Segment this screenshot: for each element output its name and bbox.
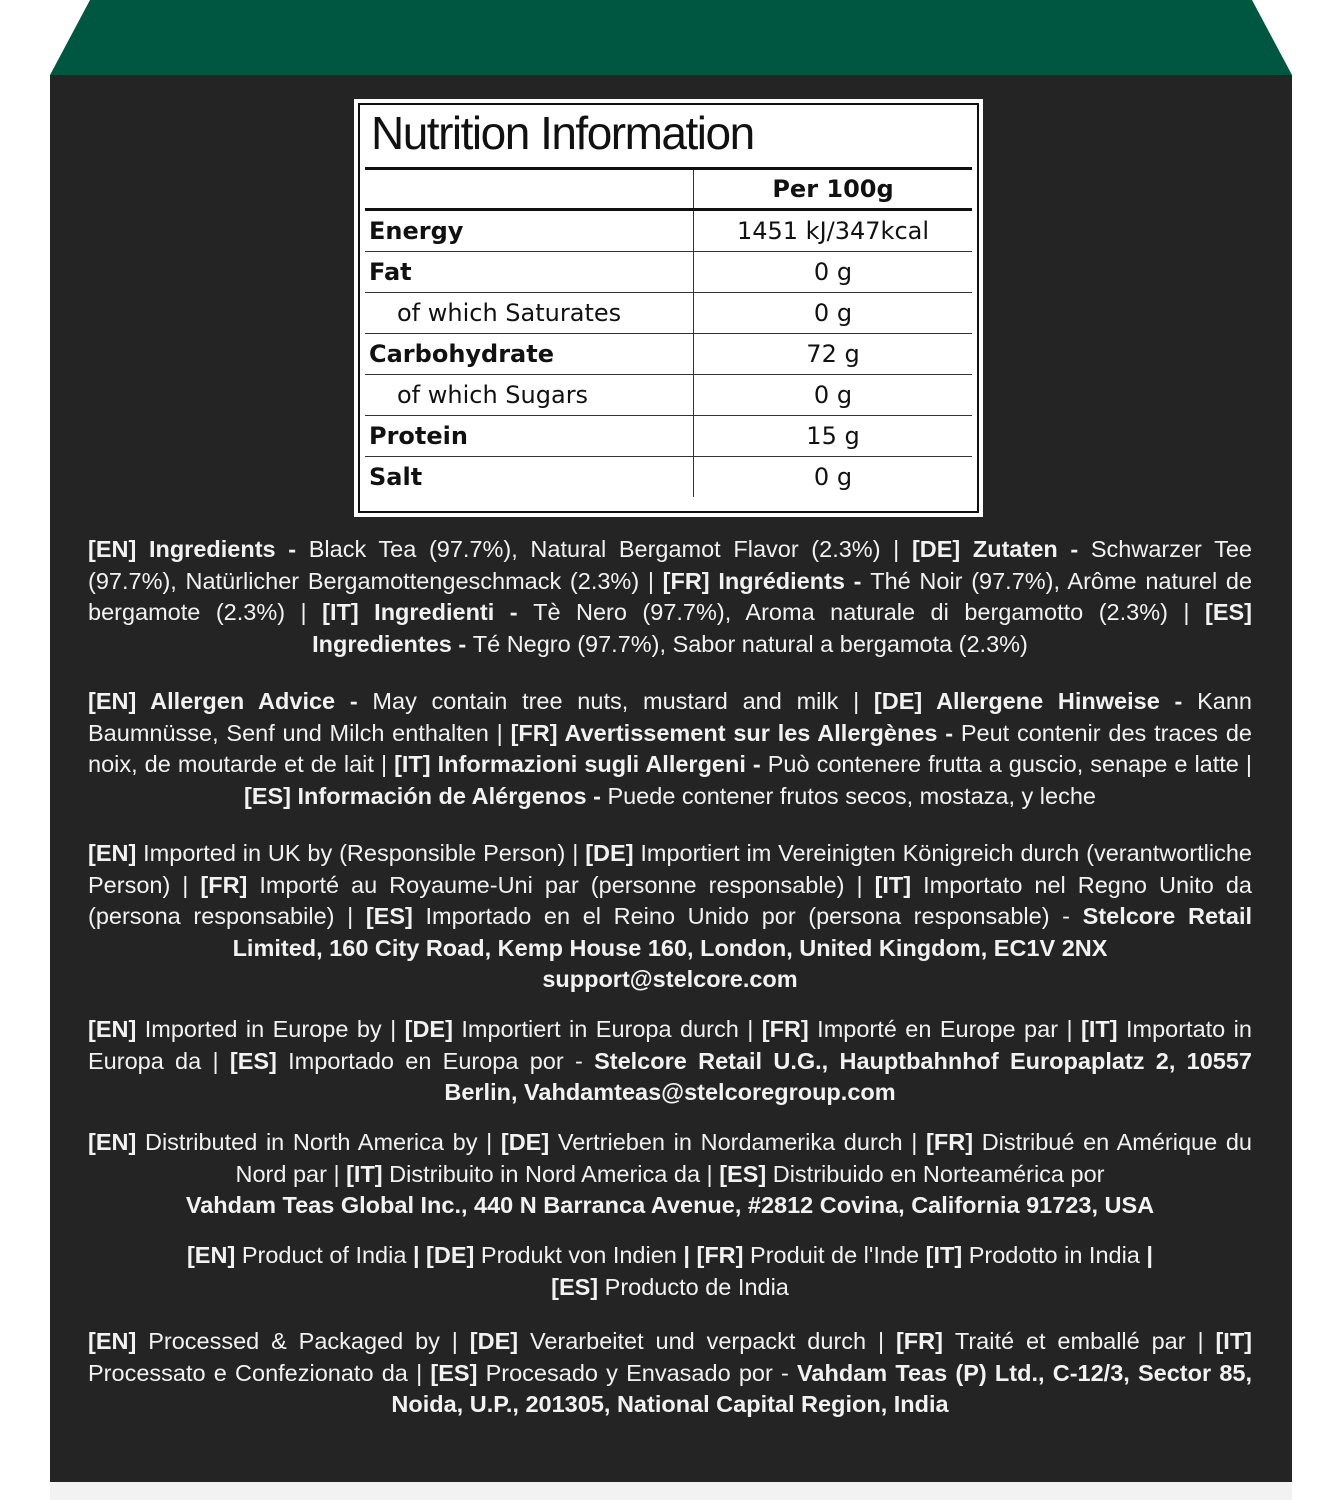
bold-text-segment: [FR] — [200, 871, 260, 898]
text-segment: Procesado y Envasado por - — [485, 1359, 798, 1386]
bold-text-segment: [EN] — [88, 1328, 149, 1354]
bold-text-segment: Stelcore Retail U.G., Hauptbahnhof Europaplatz 2, 10557 Berlin, Vahdamteas@stelcoregroup.com — [444, 1047, 1253, 1105]
text-segment: Vertrieben in Nordamerika durch | — [557, 1129, 927, 1155]
nutrition-table — [365, 170, 972, 497]
text-segment: Importato nel Regno Unito da (persona responsabile) | — [88, 871, 1252, 929]
nutrition-column-header: Per 100g — [694, 170, 973, 210]
text-segment: Schwarzer Tee (97.7%), Natürlicher Bergamottengeschmack (2.3%) | — [88, 536, 1252, 594]
bold-text-segment: [DE] — [585, 840, 641, 866]
text-segment: Processed & Packaged by | — [148, 1328, 470, 1354]
north-america-distributor-block — [88, 1127, 1252, 1222]
bold-text-segment: [EN] — [186, 1242, 242, 1268]
bold-text-segment: [DE] Allergene Hinweise - — [873, 688, 1198, 714]
text-segment: Distribuido en Norteamérica por — [772, 1160, 1105, 1187]
text-segment: Tè Nero (97.7%), Aroma naturale di bergamotto (2.3%) | — [533, 599, 1205, 625]
text-segment: Importado en Europa por - — [288, 1047, 595, 1074]
bold-text-segment: [EN] — [88, 1129, 145, 1155]
uk-importer-block — [88, 838, 1252, 996]
bold-text-segment: [IT] — [925, 1242, 969, 1268]
bold-text-segment: [DE] — [469, 1328, 530, 1354]
bold-text-segment: [DE] Zutaten - — [911, 536, 1091, 562]
text-segment: Imported in Europe by | — [144, 1016, 405, 1042]
bold-text-segment: [IT] Ingredienti - — [322, 599, 534, 625]
bold-text-segment: [IT] — [874, 871, 924, 898]
text-segment: Può contenere frutta a guscio, senape e latte | — [767, 751, 1253, 777]
box-top-band-left-bevel — [50, 0, 90, 75]
text-segment: Distributed in North America by | — [144, 1129, 501, 1155]
europe-importer-block — [88, 1014, 1252, 1109]
nutrient-label: Carbohydrate — [365, 334, 694, 375]
bold-text-segment: Vahdam Teas (P) Ltd., C-12/3, Sector 85, Noida, U.P., 201305, National Capital Region, India — [391, 1359, 1253, 1417]
text-segment: Prodotto in India — [968, 1242, 1147, 1268]
bold-text-segment: [ES] — [430, 1359, 486, 1386]
bold-text-segment: [EN] Ingredients - — [88, 536, 309, 562]
bold-text-segment: [ES] Ingredientes - — [312, 599, 1252, 657]
nutrition-row-saturates — [365, 293, 972, 334]
allergen-advice-block — [88, 686, 1252, 812]
text-segment: Té Negro (97.7%), Sabor natural a bergamota (2.3%) — [472, 630, 1028, 657]
text-segment: Puede contener frutos secos, mostaza, y leche — [607, 782, 1096, 809]
nutrient-value: 72 g — [694, 334, 973, 375]
bold-text-segment: Stelcore Retail Limited, 160 City Road, Kemp House 160, London, United Kingdom, EC1V 2NX — [232, 903, 1253, 961]
text-segment: Traité et emballé par | — [954, 1328, 1216, 1354]
nutrition-title: Nutrition Information — [365, 107, 972, 170]
nutrient-value: 0 g — [694, 293, 973, 334]
nutrient-label: Energy — [365, 210, 694, 252]
nutrition-row-energy — [365, 210, 972, 252]
nutrition-header-blank — [365, 170, 694, 210]
bold-text-segment: | — [1146, 1242, 1153, 1268]
nutrition-row-sugars — [365, 375, 972, 416]
nutrition-information-panel — [354, 99, 983, 517]
bold-text-segment: [ES] — [365, 903, 426, 929]
text-segment: Distribué en Amérique du Nord par | — [235, 1129, 1252, 1187]
bold-text-segment: [DE] — [404, 1016, 462, 1042]
nutrient-label: of which Sugars — [365, 375, 694, 416]
bold-text-segment: [FR] — [926, 1129, 982, 1155]
bold-text-segment: [DE] — [500, 1129, 558, 1155]
bold-text-segment: [ES] — [229, 1047, 289, 1074]
text-segment: Processato e Confezionato da | — [88, 1359, 431, 1386]
bold-text-segment: | [DE] — [412, 1242, 481, 1268]
bold-text-segment: [FR] Ingrédients - — [662, 567, 871, 594]
ingredients-block — [88, 534, 1252, 660]
bold-text-segment: support@stelcore.com — [542, 966, 798, 992]
text-segment: Importé en Europe par | — [817, 1016, 1081, 1042]
nutrient-label: Salt — [365, 457, 694, 498]
text-segment: Importiert im Vereinigten Königreich durch (verantwortliche Person) | — [88, 840, 1252, 898]
text-segment: Kann Baumnüsse, Senf und Milch enthalten | — [88, 688, 1252, 746]
text-segment: Importato in Europa da | — [88, 1016, 1252, 1074]
text-segment: Imported in UK by (Responsible Person) | — [143, 840, 586, 866]
nutrient-value: 15 g — [694, 416, 973, 457]
text-segment: Black Tea (97.7%), Natural Bergamot Flavor (2.3%) | — [308, 536, 912, 562]
nutrition-row-carbohydrate — [365, 334, 972, 375]
product-origin-block — [88, 1240, 1252, 1303]
box-top-band — [50, 0, 1292, 75]
bold-text-segment: [FR] — [895, 1328, 955, 1354]
text-segment: Produkt von Indien — [480, 1242, 684, 1268]
bold-text-segment: [FR] — [761, 1016, 818, 1042]
bold-text-segment: [EN] Allergen Advice - — [88, 688, 373, 714]
nutrition-row-fat — [365, 252, 972, 293]
box-top-band-right-bevel — [1252, 0, 1292, 75]
bold-text-segment: [EN] — [88, 1016, 145, 1042]
text-segment: Produit de l'Inde — [750, 1242, 926, 1268]
text-segment: Peut contenir des traces de noix, de moutarde et de lait | — [88, 719, 1252, 777]
nutrition-row-salt — [365, 457, 972, 498]
bold-text-segment: [ES] Información de Alérgenos - — [244, 782, 608, 809]
bold-text-segment: [IT] — [1215, 1328, 1253, 1354]
processor-packager-block — [88, 1326, 1252, 1421]
bold-text-segment: Vahdam Teas Global Inc., 440 N Barranca Avenue, #2812 Covina, California 91723, USA — [185, 1192, 1155, 1218]
nutrient-value: 0 g — [694, 375, 973, 416]
text-segment: Verarbeitet und verpackt durch | — [529, 1328, 896, 1354]
text-segment: May contain tree nuts, mustard and milk | — [372, 688, 874, 714]
box-bottom-edge — [50, 1482, 1292, 1500]
nutrition-header-row — [365, 170, 972, 210]
text-segment: Importiert in Europa durch | — [461, 1016, 762, 1042]
bold-text-segment: [ES] — [719, 1160, 773, 1187]
bold-text-segment: [IT] — [346, 1160, 390, 1187]
text-segment: Product of India — [241, 1242, 413, 1268]
bold-text-segment: [IT] Informazioni sugli Allergeni - — [394, 751, 768, 777]
text-segment: Importé au Royaume-Uni par (personne responsable) | — [259, 871, 875, 898]
nutrient-value: 1451 kJ/347kcal — [694, 210, 973, 252]
nutrient-label: Fat — [365, 252, 694, 293]
bold-text-segment: [ES] — [551, 1273, 605, 1300]
nutrient-label: of which Saturates — [365, 293, 694, 334]
nutrient-value: 0 g — [694, 252, 973, 293]
bold-text-segment: [FR] Avertissement sur les Allergènes - — [510, 719, 961, 746]
text-segment: Distribuito in Nord America da | — [389, 1160, 720, 1187]
nutrient-label: Protein — [365, 416, 694, 457]
bold-text-segment: [EN] — [88, 840, 144, 866]
text-segment: Importado en el Reino Unido por (persona responsable) - — [425, 903, 1083, 929]
bold-text-segment: | [FR] — [683, 1242, 751, 1268]
text-segment: Thé Noir (97.7%), Arôme naturel de bergamote (2.3%) | — [88, 567, 1253, 625]
nutrient-value: 0 g — [813, 463, 853, 491]
nutrition-row-protein — [365, 416, 972, 457]
text-segment: Producto de India — [604, 1273, 789, 1300]
bold-text-segment: [IT] — [1081, 1016, 1126, 1042]
